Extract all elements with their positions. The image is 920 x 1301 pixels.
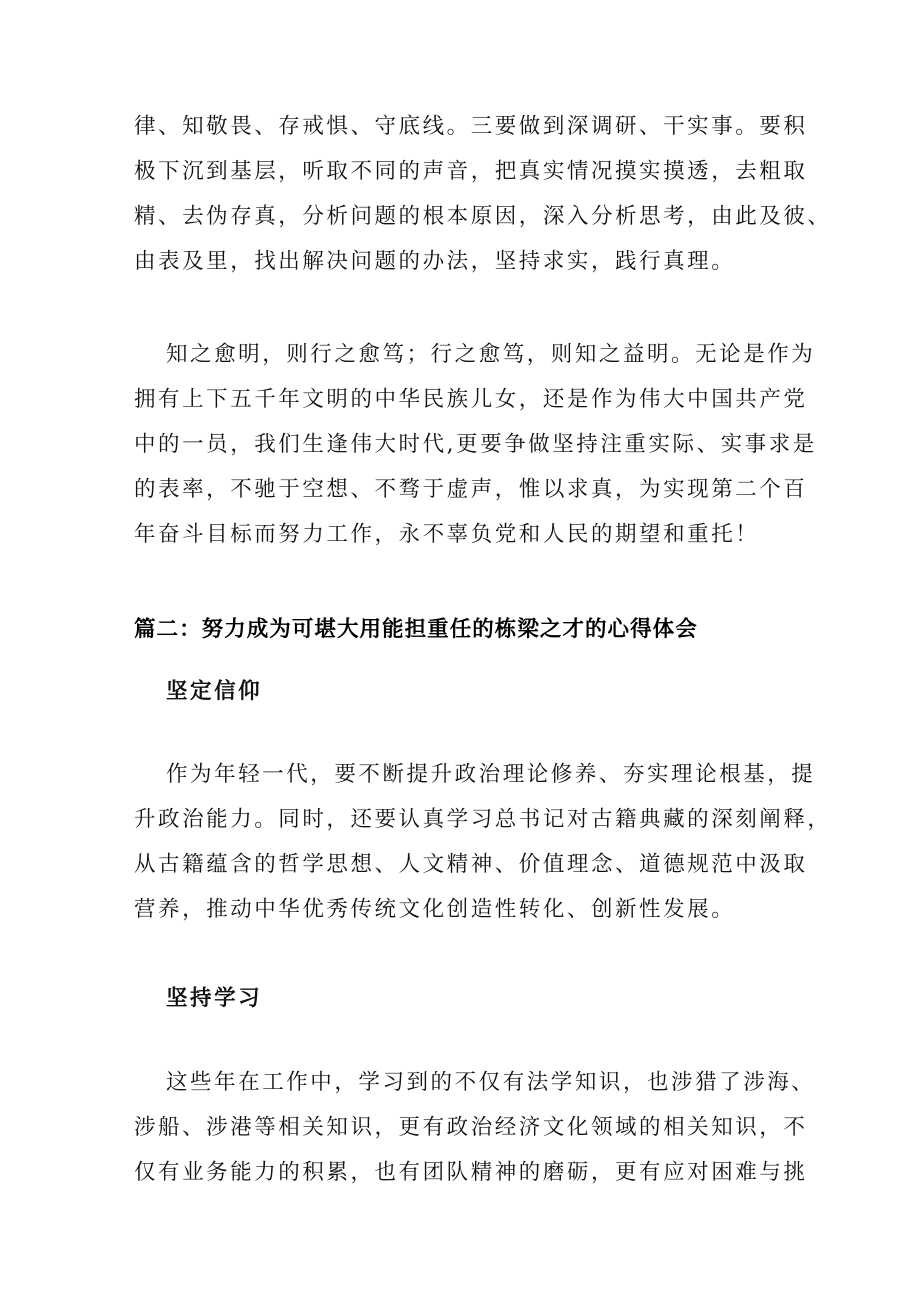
paragraph-line: 从古籍蕴含的哲学思想、人文精神、价值理念、道德规范中汲取 <box>134 852 808 877</box>
subheading: 坚持学习 <box>166 986 263 1011</box>
paragraph-line: 这些年在工作中，学习到的不仅有法学知识，也涉猎了涉海、 <box>166 1070 816 1095</box>
paragraph-line: 作为年轻一代，要不断提升政治理论修养、夯实理论根基，提 <box>166 762 816 787</box>
paragraph-line: 拥有上下五千年文明的中华民族儿女，还是作为伟大中国共产党 <box>134 387 808 412</box>
paragraph-line: 精、去伪存真，分析问题的根本原因，深入分析思考，由此及彼、 <box>134 204 832 229</box>
paragraph-line: 律、知敬畏、存戒惧、守底线。三要做到深调研、干实事。要积 <box>134 114 808 139</box>
paragraph-line: 涉船、涉港等相关知识，更有政治经济文化领域的相关知识，不 <box>134 1115 808 1140</box>
paragraph-line: 营养，推动中华优秀传统文化创造性转化、创新性发展。 <box>134 897 736 922</box>
paragraph-line: 中的一员，我们生逢伟大时代,更要争做坚持注重实际、实事求是 <box>134 432 817 457</box>
paragraph-line: 升政治能力。同时，还要认真学习总书记对古籍典藏的深刻阐释， <box>134 807 832 832</box>
paragraph-line: 由表及里，找出解决问题的办法，坚持求实，践行真理。 <box>134 249 736 274</box>
paragraph-line: 知之愈明，则行之愈笃；行之愈笃，则知之益明。无论是作为 <box>166 342 816 367</box>
paragraph-line: 极下沉到基层，听取不同的声音，把真实情况摸实摸透，去粗取 <box>134 159 808 184</box>
section-heading: 篇二：努力成为可堪大用能担重任的栋梁之才的心得体会 <box>134 617 698 642</box>
paragraph-line: 仅有业务能力的积累，也有团队精神的磨砺，更有应对困难与挑 <box>134 1160 808 1185</box>
paragraph-line: 的表率，不驰于空想、不骛于虚声，惟以求真，为实现第二个百 <box>134 477 808 502</box>
paragraph-line: 年奋斗目标而努力工作，永不辜负党和人民的期望和重托！ <box>134 522 760 547</box>
subheading: 坚定信仰 <box>166 679 263 704</box>
